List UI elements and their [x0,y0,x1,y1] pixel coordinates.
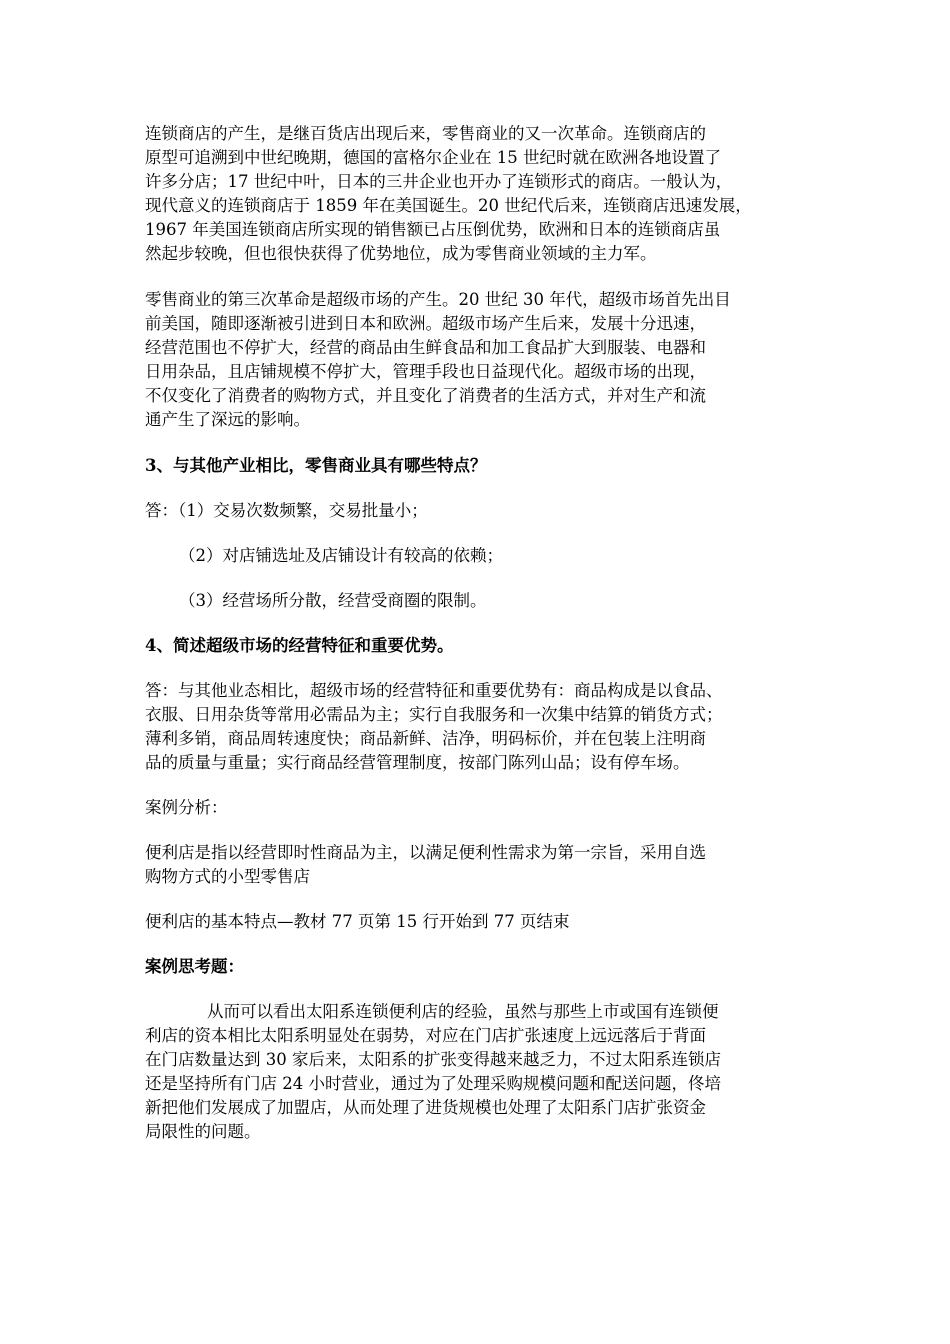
case-definition-paragraph [145,841,817,889]
text-line: 许多分店；17 世纪中叶，日本的三井企业也开办了连锁形式的商店。一般认为， [145,172,733,191]
case-analysis-label: 案例分析： [145,798,228,817]
answer-3-item-3: （3）经营场所分散，经营受商圈的限制。 [179,591,487,610]
text-line: 零售商业的第三次革命是超级市场的产生。20 世纪 30 年代，超级市场首先出目 [145,290,731,309]
paragraph-supermarket-revolution [145,288,817,432]
text-line: 在门店数量达到 30 家后来，太阳系的扩张变得越来越乏力，不过太阳系连锁店 [145,1050,721,1069]
answer-4-paragraph [145,679,817,775]
text-line: 前美国，随即逐渐被引进到日本和欧洲。超级市场产生后来，发展十分迅速， [145,314,706,333]
text-line: 品的质量与重量；实行商品经营管理制度，按部门陈列山品；设有停车场。 [145,753,690,772]
text-line: 不仅变化了消费者的购物方式，并且变化了消费者的生活方式，并对生产和流 [145,386,706,405]
answer-3-item-2: （2）对店铺选址及店铺设计有较高的依赖； [179,546,503,565]
text-line: 然起步较晚，但也很快获得了优势地位，成为零售商业领域的主力军。 [145,244,657,263]
question-4-heading: 4、简述超级市场的经营特征和重要优势。 [145,636,454,655]
text-line: 便利店是指以经营即时性商品为主，以满足便利性需求为第一宗旨，采用自选 [145,843,706,862]
case-answer-paragraph [145,1000,817,1144]
document-page [145,122,817,1144]
text-line: 经营范围也不停扩大，经营的商品由生鲜食品和加工食品扩大到服装、电器和 [145,338,706,357]
text-line: 薄利多销，商品周转速度快；商品新鲜、洁净，明码标价，并在包装上注明商 [145,729,706,748]
text-line: 利店的资本相比太阳系明显处在弱势，对应在门店扩张速度上远远落后于背面 [145,1026,706,1045]
text-line: 衣服、日用杂货等常用必需品为主；实行自我服务和一次集中结算的销货方式； [145,705,723,724]
text-line: 1967 年美国连锁商店所实现的销售额已占压倒优势，欧洲和日本的连锁商店虽 [145,220,721,239]
text-line: 购物方式的小型零售店 [145,867,310,886]
paragraph-chain-store-origin [145,122,817,266]
text-line: 新把他们发展成了加盟店，从而处理了进货规模也处理了太阳系门店扩张资金 [145,1098,706,1117]
case-thinking-heading: 案例思考题： [145,957,244,976]
question-3-heading: 3、与其他产业相比，零售商业具有哪些特点？ [145,456,487,475]
text-line: 从而可以看出太阳系连锁便利店的经验，虽然与那些上市或国有连锁便 [207,1002,719,1021]
text-line: 局限性的问题。 [145,1122,261,1141]
text-line: 通产生了深远的影响。 [145,410,310,429]
case-features-line: 便利店的基本特点—教材 77 页第 15 行开始到 77 页结束 [145,912,570,931]
text-line: 答：与其他业态相比，超级市场的经营特征和重要优势有：商品构成是以食品、 [145,681,723,700]
text-line: 现代意义的连锁商店于 1859 年在美国诞生。20 世纪代后来，连锁商店迅速发展， [145,196,752,215]
answer-3-item-1: 答：（1）交易次数频繁，交易批量小； [145,501,428,520]
text-line: 还是坚持所有门店 24 小时营业，通过为了处理采购规模问题和配送问题，佟培 [145,1074,721,1093]
text-line: 原型可追溯到中世纪晚期，德国的富格尔企业在 15 世纪时就在欧洲各地设置了 [145,148,721,167]
text-line: 连锁商店的产生，是继百货店出现后来，零售商业的又一次革命。连锁商店的 [145,124,706,143]
text-line: 日用杂品，且店铺规模不停扩大，管理手段也日益现代化。超级市场的出现， [145,362,706,381]
